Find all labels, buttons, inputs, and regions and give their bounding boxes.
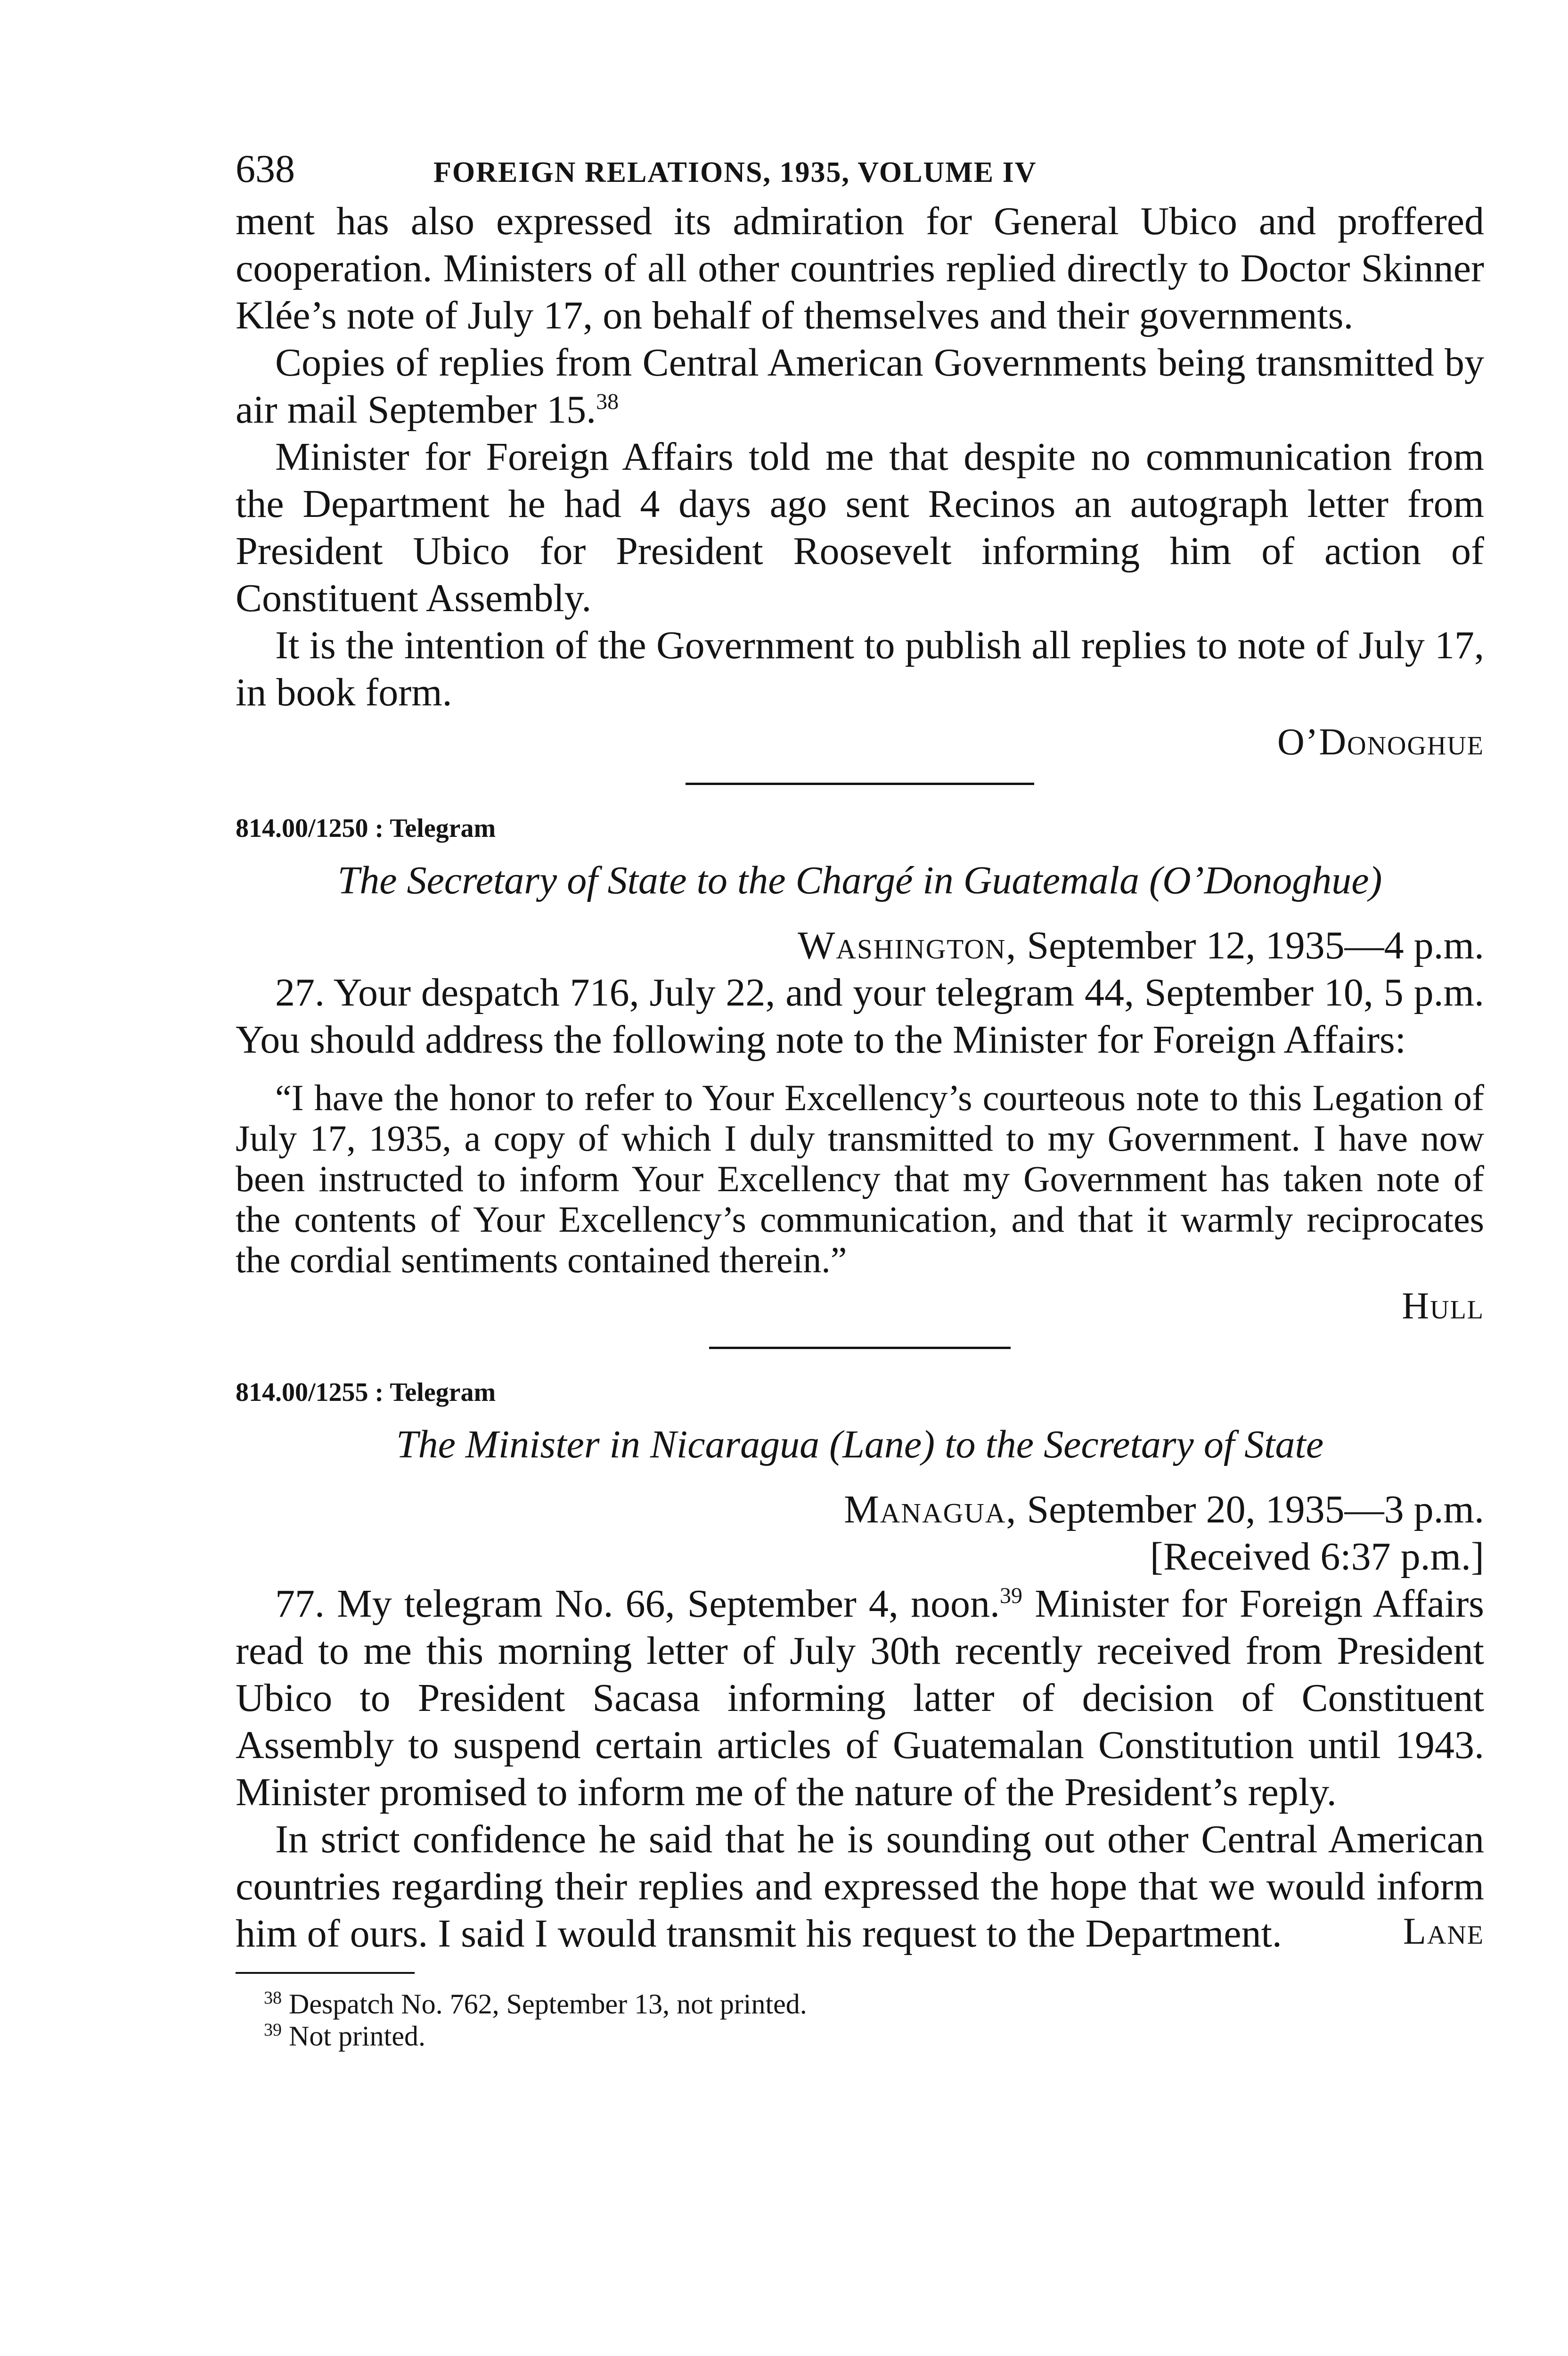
doc3-signature: Lane <box>1403 1911 1484 1952</box>
footnote-text: Not printed. <box>289 2021 425 2052</box>
footnote-ref-39[interactable]: 39 <box>1000 1583 1022 1608</box>
doc3-paragraph-1-a: 77. My telegram No. 66, September 4, noon. <box>275 1582 1000 1626</box>
running-head <box>236 146 1484 198</box>
doc3-date: September 20, 1935—3 p.m. <box>1017 1488 1484 1531</box>
doc2-file-reference: 814.00/1250 : Telegram <box>236 814 496 843</box>
section-divider <box>686 783 1034 785</box>
doc1-signature: O’Donoghue <box>1277 721 1484 763</box>
doc1-paragraph-2-text: Copies of replies from Central American Governments being transmitted by air mail September 15. <box>236 341 1484 432</box>
footnote-mark: 39 <box>264 2020 282 2040</box>
section-divider <box>709 1347 1011 1349</box>
footnote-38 <box>236 1988 1484 2020</box>
doc2-date: September 12, 1935—4 p.m. <box>1017 924 1484 967</box>
doc2-signature: Hull <box>1402 1285 1484 1327</box>
doc1-paragraph-4: It is the intention of the Government to publish all replies to note of July 17, in book form. <box>236 623 1484 714</box>
doc2-heading: The Secretary of State to the Chargé in Guatemala (O’Donoghue) <box>337 859 1382 902</box>
doc3-dateline <box>236 1486 1484 1533</box>
footnote-mark: 38 <box>264 1988 282 2008</box>
doc3-received: [Received 6:37 p.m.] <box>1150 1535 1484 1579</box>
doc1-paragraph-3: Minister for Foreign Affairs told me that despite no communication from the Department he had 4 days ago sent Recinos an autograph letter from President Ubico for President Roosevelt informing him of action of Constituent Assembly. <box>236 435 1484 620</box>
page-number: 638 <box>236 147 295 191</box>
footnote-ref-38[interactable]: 38 <box>596 389 619 414</box>
doc1-paragraph-1: ment has also expressed its admiration for General Ubico and proffered cooperation. Ministers of all other countries replied directly to Doctor Skinner Klée’s note of July 17, on behalf of themselves and their governments. <box>236 199 1484 337</box>
footnote-39 <box>236 2020 1484 2052</box>
doc2-dateline <box>236 922 1484 969</box>
doc2-paragraph-1: 27. Your despatch 716, July 22, and your telegram 44, September 10, 5 p.m. You should address the following note to the Minister for Foreign Affairs: <box>236 971 1484 1062</box>
footnote-divider <box>236 1972 415 1974</box>
document-page <box>236 146 1484 2052</box>
doc2-place: Washington, <box>798 924 1017 967</box>
footnote-text: Despatch No. 762, September 13, not printed. <box>289 1988 807 2020</box>
doc3-heading: The Minister in Nicaragua (Lane) to the Secretary of State <box>396 1423 1324 1466</box>
doc3-paragraph-1-b: Minister for Foreign Affairs read to me this morning letter of July 30th recently received from President Ubico to President Sacasa informing latter of decision of Constituent Assembly to suspend certain articles of Guatemalan Constitution until 1943. Minister promised to inform me of the nature of the President’s reply. <box>236 1582 1484 1814</box>
doc3-paragraph-1 <box>236 1580 1484 1816</box>
doc3-place: Managua, <box>844 1488 1017 1531</box>
doc1-paragraph-2 <box>236 339 1484 434</box>
doc3-paragraph-2: In strict confidence he said that he is sounding out other Central American countries regarding their replies and expressed the hope that we would inform him of ours. I said I would transmit his request to the Department. <box>236 1817 1484 1955</box>
doc3-file-reference: 814.00/1255 : Telegram <box>236 1378 496 1407</box>
doc2-quoted-note: “I have the honor to refer to Your Excellency’s courteous note to this Legation of July 17, 1935, a copy of which I duly transmitted to my Government. I have now been instructed to inform Your Excellency that my Government has taken note of the contents of Your Excellency’s communication, and that it warmly reciprocates the cordial sentiments contained therein.” <box>236 1077 1484 1280</box>
running-title: FOREIGN RELATIONS, 1935, VOLUME IV <box>433 156 1037 188</box>
footnotes <box>236 1972 1484 2052</box>
